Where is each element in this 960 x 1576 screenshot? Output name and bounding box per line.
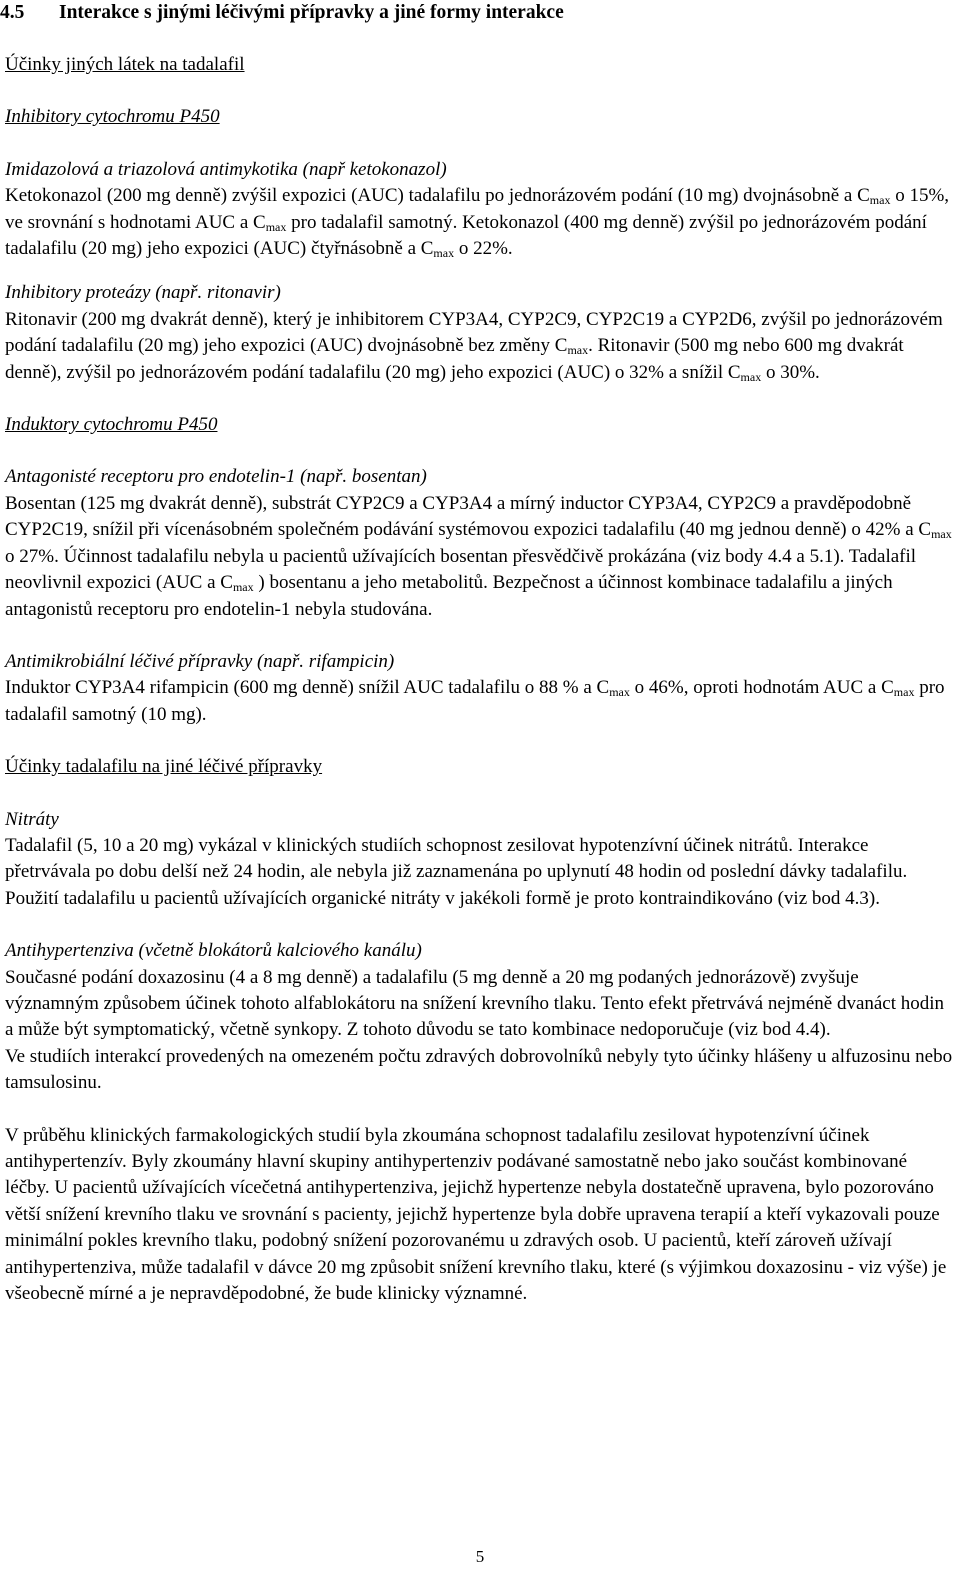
heading-effects-on-others: Účinky tadalafilu na jiné léčivé přípravky [5, 756, 323, 778]
text-run: ) bosentanu a jeho metabolitů. Bezpečnost a účinnost kombinace tadalafilu a jiných antagonistů receptoru pro endotelin-1 nebyla studována. [5, 572, 893, 620]
subscript-max: max [609, 685, 630, 700]
text-run: Ritonavir (200 mg dvakrát denně), který je inhibitorem CYP3A4, CYP2C9, CYP2C19 a CYP2D6, zvýšil po jednorázovém podání tadalafilu (20 mg) jeho expozici (AUC) dvojnásobně bez změny C [5, 308, 943, 357]
paragraph-rifampicin [5, 675, 953, 728]
heading-cyp-inhibitors: Inhibitory cytochromu P450 [5, 106, 220, 128]
text-run: o 27%. Účinnost tadalafilu nebyla u pacientů užívajících bosentan přesvědčivě prokázána (viz body 4.4 a 5.1). Tadalafil neovlivnil expozici (AUC a C [5, 545, 917, 594]
subheading-antihypertensives: Antihypertenziva (včetně blokátorů kalciového kanálu) [5, 940, 422, 962]
text-run: Ketokonazol (200 mg denně) zvýšil expozici (AUC) tadalafilu po jednorázovém podání (10 mg) dvojnásobně a C [5, 185, 870, 207]
subscript-max: max [869, 193, 891, 208]
section-number: 4.5 [0, 2, 25, 23]
text-run: Induktor CYP3A4 rifampicin (600 mg denně) snížil AUC tadalafilu o 88 % a C [5, 677, 610, 699]
text-run: Bosentan (125 mg dvakrát denně), substrát CYP2C9 a CYP3A4 a mírný inductor CYP3A4, CYP2C9 a pravděpodobně CYP2C19, snížil při vícenásobném společném podávání systémovou expozici tadalafilu (40 mg jednou denně) o 42% a C [5, 492, 932, 541]
paragraph-nitrates: Tadalafil (5, 10 a 20 mg) vykázal v klinických studiích schopnost zesilovat hypotenzívní účinek nitrátů. Interakce přetrvávala po dobu delší než 24 hodin, ale nebyla již zaznamenána po uplynutí 48 hodin od poslední dávky tadalafilu. Použití tadalafilu u pacientů užívajících organické nitráty v jakékoli formě je proto kontraindikováno (viz bod 4.3). [5, 834, 908, 909]
heading-effects-of-others: Účinky jiných látek na tadalafil [5, 54, 245, 75]
text-run: o 46%, oproti hodnotám AUC a C [629, 677, 894, 699]
paragraph-alfuzosin: Ve studiích interakcí provedených na omezeném počtu zdravých dobrovolníků nebyly tyto účinky hlášeny u alfuzosinu nebo tamsulosinu. [5, 1045, 953, 1094]
subheading-antimicrobial: Antimikrobiální léčivé přípravky (např. rifampicin) [5, 650, 395, 672]
text-run: . Ritonavir (500 mg nebo 600 mg dvakrát denně), zvýšil po jednorázovém podání tadalafilu (20 mg) jeho expozici (AUC) o 32% a snížil C [5, 335, 904, 383]
section-heading [0, 0, 953, 26]
heading-cyp-inducers: Induktory cytochromu P450 [5, 414, 218, 436]
subheading-endothelin: Antagonisté receptoru pro endotelin-1 (např. bosentan) [5, 466, 427, 488]
subscript-max: max [433, 246, 455, 261]
subscript-max: max [265, 219, 287, 234]
subheading-nitrates: Nitráty [5, 808, 59, 830]
page-number: 5 [475, 1547, 485, 1566]
subscript-max: max [567, 343, 589, 358]
subscript-max: max [893, 685, 915, 700]
text-run: o 30%. [761, 361, 820, 383]
subscript-max: max [232, 580, 254, 595]
subheading-azoles: Imidazolová a triazolová antimykotika (např ketokonazol) [5, 158, 447, 180]
paragraph-ketoconazole [5, 183, 953, 262]
paragraph-antihypertensive-studies: V průběhu klinických farmakologických studií byla zkoumána schopnost tadalafilu zesilovat hypotenzívní účinek antihypertenzív. Byly zkoumány hlavní skupiny antihypertenziv podávané samostatně nebo jako součást kombinované léčby. U pacientů užívajících vícečetná antihypertenziva, jejichž hypertenze nebyla dostatečně upravena, bylo pozorováno větší snížení krevního tlaku ve srovnání s pacienty, jejichž hypertenze byla dobře upravena terapií a kteří vykazovali pouze minimální pokles krevního tlaku, podobný snížení pozorovanému u zdravých osob. U pacientů, kteří zároveň užívají antihypertenziva, může tadalafil v dávce 20 mg způsobit snížení krevního tlaku, které (s výjimkou doxazosinu - viz výše) je všeobecně mírné a je nepravděpodobné, že bude klinicky významné. [5, 1124, 947, 1305]
text-run: pro tadalafil samotný (10 mg). [5, 677, 945, 725]
paragraph-ritonavir [5, 307, 953, 386]
text-run: o 22%. [454, 238, 513, 260]
subheading-protease: Inhibitory proteázy (např. ritonavir) [5, 282, 281, 304]
subscript-max: max [931, 527, 952, 542]
subscript-max: max [740, 369, 762, 384]
text-run: o 15%, ve srovnání s hodnotami AUC a C [5, 185, 950, 233]
paragraph-doxazosin: Současné podání doxazosinu (4 a 8 mg denně) a tadalafilu (5 mg denně a 20 mg podaných jednorázově) zvyšuje významným způsobem účinek tohoto alfablokátoru na snížení krevního tlaku. Tento efekt přetrvává nejméně dvanáct hodin a může být symptomatický, včetně synkopy. Z tohoto důvodu se tato kombinace nedoporučuje (viz bod 4.4). [5, 966, 945, 1041]
paragraph-bosentan [5, 491, 953, 623]
section-title: Interakce s jinými léčivými přípravky a jiné formy interakce [59, 2, 564, 23]
text-run: pro tadalafil samotný. Ketokonazol (400 mg denně) zvýšil po jednorázovém podání tadalafilu (20 mg) jeho expozici (AUC) čtyřnásobně a C [5, 211, 927, 260]
